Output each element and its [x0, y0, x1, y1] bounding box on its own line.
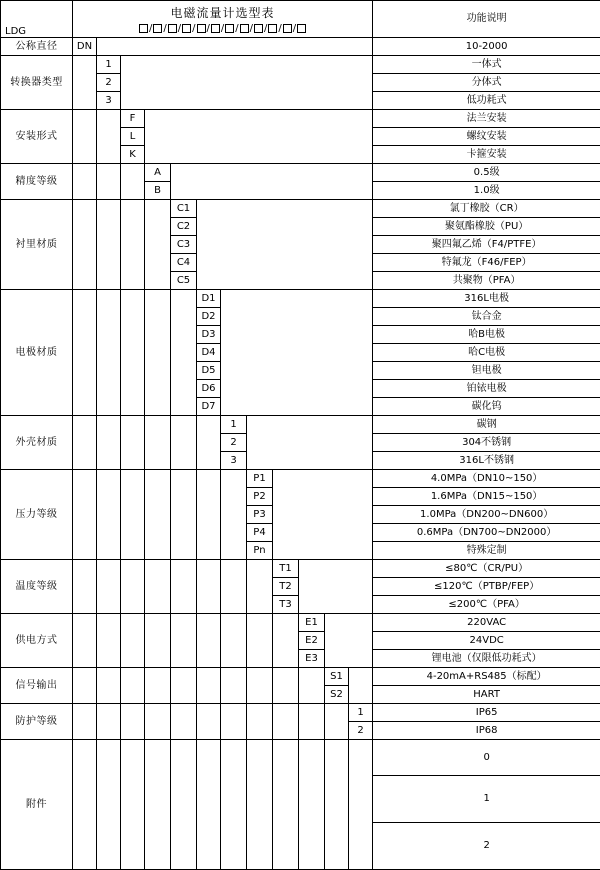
option-description: 一体式	[373, 56, 600, 74]
category-label: 电极材质	[1, 290, 73, 416]
option-code: 1	[373, 775, 600, 822]
category-label: 外壳材质	[1, 416, 73, 470]
option-code: 1	[349, 704, 373, 722]
spacer-cell	[121, 614, 145, 668]
code-box	[254, 24, 263, 33]
option-description: 钽电极	[373, 362, 600, 380]
spacer-cell	[145, 470, 171, 560]
spacer-cell	[97, 470, 121, 560]
option-description: 钛合金	[373, 308, 600, 326]
option-description: 4-20mA+RS485（标配）	[373, 668, 600, 686]
function-desc-label: 功能说明	[467, 13, 507, 24]
option-description: 10-2000	[373, 38, 600, 56]
option-description: 聚四氟乙烯（F4/PTFE）	[373, 236, 600, 254]
option-code: E2	[299, 632, 325, 650]
spacer-cell	[73, 704, 97, 740]
code-box	[139, 24, 148, 33]
category-label: 衬里材质	[1, 200, 73, 290]
option-description: 4.0MPa（DN10~150）	[373, 470, 600, 488]
option-code: D1	[197, 290, 221, 308]
code-slash: /	[191, 23, 196, 35]
spacer-cell	[247, 668, 273, 704]
spacer-cell	[145, 614, 171, 668]
table-row	[1, 200, 600, 218]
option-description: IP65	[373, 704, 600, 722]
spacer-cell	[299, 668, 325, 704]
option-code: B	[145, 182, 171, 200]
spacer-cell	[73, 470, 97, 560]
spacer-cell	[221, 560, 247, 614]
spacer-cell	[299, 704, 325, 740]
option-description: 316L电极	[373, 290, 600, 308]
spacer-cell	[273, 470, 373, 560]
spacer-cell	[197, 740, 221, 870]
option-description: 法兰安装	[373, 110, 600, 128]
option-code: D7	[197, 398, 221, 416]
spacer-cell	[97, 200, 121, 290]
spacer-cell	[73, 668, 97, 704]
option-description: 聚氨酯橡胶（PU）	[373, 218, 600, 236]
code-slash: /	[249, 23, 254, 35]
spacer-cell	[171, 416, 197, 470]
code-slash: /	[177, 23, 182, 35]
table-row	[1, 740, 600, 776]
option-code: F	[121, 110, 145, 128]
table-title: 电磁流量计选型表	[73, 7, 372, 21]
option-code: 1	[221, 416, 247, 434]
spacer-cell	[145, 290, 171, 416]
spacer-cell	[171, 704, 197, 740]
option-code: 2	[97, 74, 121, 92]
option-code: 2	[349, 722, 373, 740]
spacer-cell	[97, 110, 121, 164]
spacer-cell	[97, 38, 373, 56]
spacer-cell	[221, 614, 247, 668]
spacer-cell	[273, 668, 299, 704]
spacer-cell	[171, 470, 197, 560]
spacer-cell	[273, 740, 299, 870]
option-code: C1	[171, 200, 197, 218]
model-prefix: LDG	[5, 26, 72, 38]
option-description: 共聚物（PFA）	[373, 272, 600, 290]
spacer-cell	[97, 704, 121, 740]
code-box	[168, 24, 177, 33]
option-code: 3	[97, 92, 121, 110]
option-code: 3	[221, 452, 247, 470]
option-description: 碳钢	[373, 416, 600, 434]
spacer-cell	[73, 200, 97, 290]
spacer-cell	[247, 704, 273, 740]
spacer-cell	[197, 200, 373, 290]
spacer-cell	[197, 704, 221, 740]
option-code: 2	[373, 822, 600, 869]
spacer-cell	[349, 668, 373, 704]
code-pattern	[73, 23, 372, 35]
code-box	[240, 24, 249, 33]
option-description: 特殊定制	[373, 542, 600, 560]
category-label: 安装形式	[1, 110, 73, 164]
spacer-cell	[197, 560, 221, 614]
option-code: E1	[299, 614, 325, 632]
spacer-cell	[121, 164, 145, 200]
spacer-cell	[349, 740, 373, 870]
spacer-cell	[73, 614, 97, 668]
spacer-cell	[221, 668, 247, 704]
option-code: DN	[73, 38, 97, 56]
spacer-cell	[97, 560, 121, 614]
spacer-cell	[145, 200, 171, 290]
spacer-cell	[73, 290, 97, 416]
spacer-cell	[145, 668, 171, 704]
code-slash: /	[277, 23, 282, 35]
table-row	[1, 164, 600, 182]
spacer-cell	[299, 560, 373, 614]
table-row	[1, 704, 600, 722]
option-code: 2	[221, 434, 247, 452]
option-description: HART	[373, 686, 600, 704]
option-description: 24VDC	[373, 632, 600, 650]
table-row	[1, 560, 600, 578]
spacer-cell	[97, 416, 121, 470]
spacer-cell	[247, 740, 273, 870]
option-description: 220VAC	[373, 614, 600, 632]
option-description: 低功耗式	[373, 92, 600, 110]
option-description: 0.6MPa（DN700~DN2000）	[373, 524, 600, 542]
code-box	[268, 24, 277, 33]
spacer-cell	[171, 290, 197, 416]
spacer-cell	[273, 704, 299, 740]
category-label: 转换器类型	[1, 56, 73, 110]
option-description: ≤120℃（PTBP/FEP）	[373, 578, 600, 596]
category-label: 温度等级	[1, 560, 73, 614]
category-label: 供电方式	[1, 614, 73, 668]
table-row	[1, 416, 600, 434]
spacer-cell	[73, 164, 97, 200]
category-label: 精度等级	[1, 164, 73, 200]
category-label: 压力等级	[1, 470, 73, 560]
spacer-cell	[221, 740, 247, 870]
spacer-cell	[145, 740, 171, 870]
spacer-cell	[221, 290, 373, 416]
option-description: 螺纹安装	[373, 128, 600, 146]
category-label: 信号输出	[1, 668, 73, 704]
code-box	[283, 24, 292, 33]
code-box	[153, 24, 162, 33]
option-description: 分体式	[373, 74, 600, 92]
spacer-cell	[121, 560, 145, 614]
option-code: D4	[197, 344, 221, 362]
spacer-cell	[121, 704, 145, 740]
option-code: S2	[325, 686, 349, 704]
spacer-cell	[197, 614, 221, 668]
spacer-cell	[145, 704, 171, 740]
option-code: D2	[197, 308, 221, 326]
table-row	[1, 668, 600, 686]
spacer-cell	[121, 740, 145, 870]
spacer-cell	[97, 290, 121, 416]
spacer-cell	[171, 164, 373, 200]
spacer-cell	[73, 740, 97, 870]
spacer-cell	[171, 740, 197, 870]
spacer-cell	[121, 200, 145, 290]
spacer-cell	[145, 110, 373, 164]
table-header-row	[1, 1, 600, 38]
table-row	[1, 470, 600, 488]
code-box	[197, 24, 206, 33]
spacer-cell	[121, 668, 145, 704]
code-slash: /	[263, 23, 268, 35]
option-code: T3	[273, 596, 299, 614]
option-description: 卡箍安装	[373, 146, 600, 164]
option-code: C4	[171, 254, 197, 272]
option-code: D5	[197, 362, 221, 380]
spacer-cell	[247, 560, 273, 614]
option-code: D3	[197, 326, 221, 344]
option-code: C2	[171, 218, 197, 236]
model-prefix-cell	[1, 1, 73, 38]
option-code: S1	[325, 668, 349, 686]
table-row	[1, 38, 600, 56]
spacer-cell	[273, 614, 299, 668]
spacer-cell	[121, 416, 145, 470]
option-description: 哈C电极	[373, 344, 600, 362]
option-description: 0.5级	[373, 164, 600, 182]
code-slash: /	[162, 23, 167, 35]
code-box	[297, 24, 306, 33]
spacer-cell	[121, 470, 145, 560]
spacer-cell	[73, 56, 97, 110]
option-description: 316L不锈钢	[373, 452, 600, 470]
table-row	[1, 290, 600, 308]
option-description: 铂铱电极	[373, 380, 600, 398]
option-description: 特氟龙（F46/FEP）	[373, 254, 600, 272]
category-label: 公称直径	[1, 38, 73, 56]
spacer-cell	[325, 704, 349, 740]
spacer-cell	[121, 56, 373, 110]
spacer-cell	[73, 110, 97, 164]
option-code: P1	[247, 470, 273, 488]
code-slash: /	[148, 23, 153, 35]
option-code: C3	[171, 236, 197, 254]
spacer-cell	[299, 740, 325, 870]
spacer-cell	[221, 704, 247, 740]
option-description: IP68	[373, 722, 600, 740]
spacer-cell	[197, 470, 221, 560]
option-description: 1.6MPa（DN15~150）	[373, 488, 600, 506]
spacer-cell	[221, 470, 247, 560]
spacer-cell	[171, 668, 197, 704]
code-box	[211, 24, 220, 33]
option-code: 0	[373, 740, 600, 776]
spacer-cell	[247, 416, 373, 470]
option-code: E3	[299, 650, 325, 668]
option-code: L	[121, 128, 145, 146]
spacer-cell	[97, 668, 121, 704]
code-pattern-cell	[73, 1, 373, 38]
spacer-cell	[197, 668, 221, 704]
code-slash: /	[292, 23, 297, 35]
option-description: 304不锈钢	[373, 434, 600, 452]
spacer-cell	[247, 614, 273, 668]
spacer-cell	[171, 614, 197, 668]
table-body	[1, 1, 600, 870]
option-description: 氯丁橡胶（CR）	[373, 200, 600, 218]
spacer-cell	[171, 560, 197, 614]
option-code: T1	[273, 560, 299, 578]
spacer-cell	[73, 560, 97, 614]
table-row	[1, 614, 600, 632]
option-description: 1.0MPa（DN200~DN600）	[373, 506, 600, 524]
spacer-cell	[121, 290, 145, 416]
code-slash: /	[206, 23, 211, 35]
table-row	[1, 110, 600, 128]
option-description: 锂电池（仅限低功耗式）	[373, 650, 600, 668]
option-code: 1	[97, 56, 121, 74]
spacer-cell	[97, 164, 121, 200]
function-desc-header	[373, 1, 600, 38]
option-description: 1.0级	[373, 182, 600, 200]
spacer-cell	[325, 740, 349, 870]
spacer-cell	[97, 614, 121, 668]
option-code: P4	[247, 524, 273, 542]
spacer-cell	[197, 416, 221, 470]
spacer-cell	[73, 416, 97, 470]
spacer-cell	[145, 560, 171, 614]
option-code: P2	[247, 488, 273, 506]
code-slash: /	[234, 23, 239, 35]
option-code: P3	[247, 506, 273, 524]
option-code: Pn	[247, 542, 273, 560]
table-row	[1, 56, 600, 74]
category-label: 附件	[1, 740, 73, 870]
code-slash: /	[220, 23, 225, 35]
option-code: D6	[197, 380, 221, 398]
spacer-cell	[97, 740, 121, 870]
option-code: A	[145, 164, 171, 182]
option-description: 碳化钨	[373, 398, 600, 416]
code-box	[182, 24, 191, 33]
option-description: 哈B电极	[373, 326, 600, 344]
spacer-cell	[145, 416, 171, 470]
option-code: K	[121, 146, 145, 164]
option-code: T2	[273, 578, 299, 596]
spacer-cell	[325, 614, 373, 668]
category-label: 防护等级	[1, 704, 73, 740]
option-description: ≤200℃（PFA）	[373, 596, 600, 614]
code-box	[225, 24, 234, 33]
option-description: ≤80℃（CR/PU）	[373, 560, 600, 578]
option-code: C5	[171, 272, 197, 290]
